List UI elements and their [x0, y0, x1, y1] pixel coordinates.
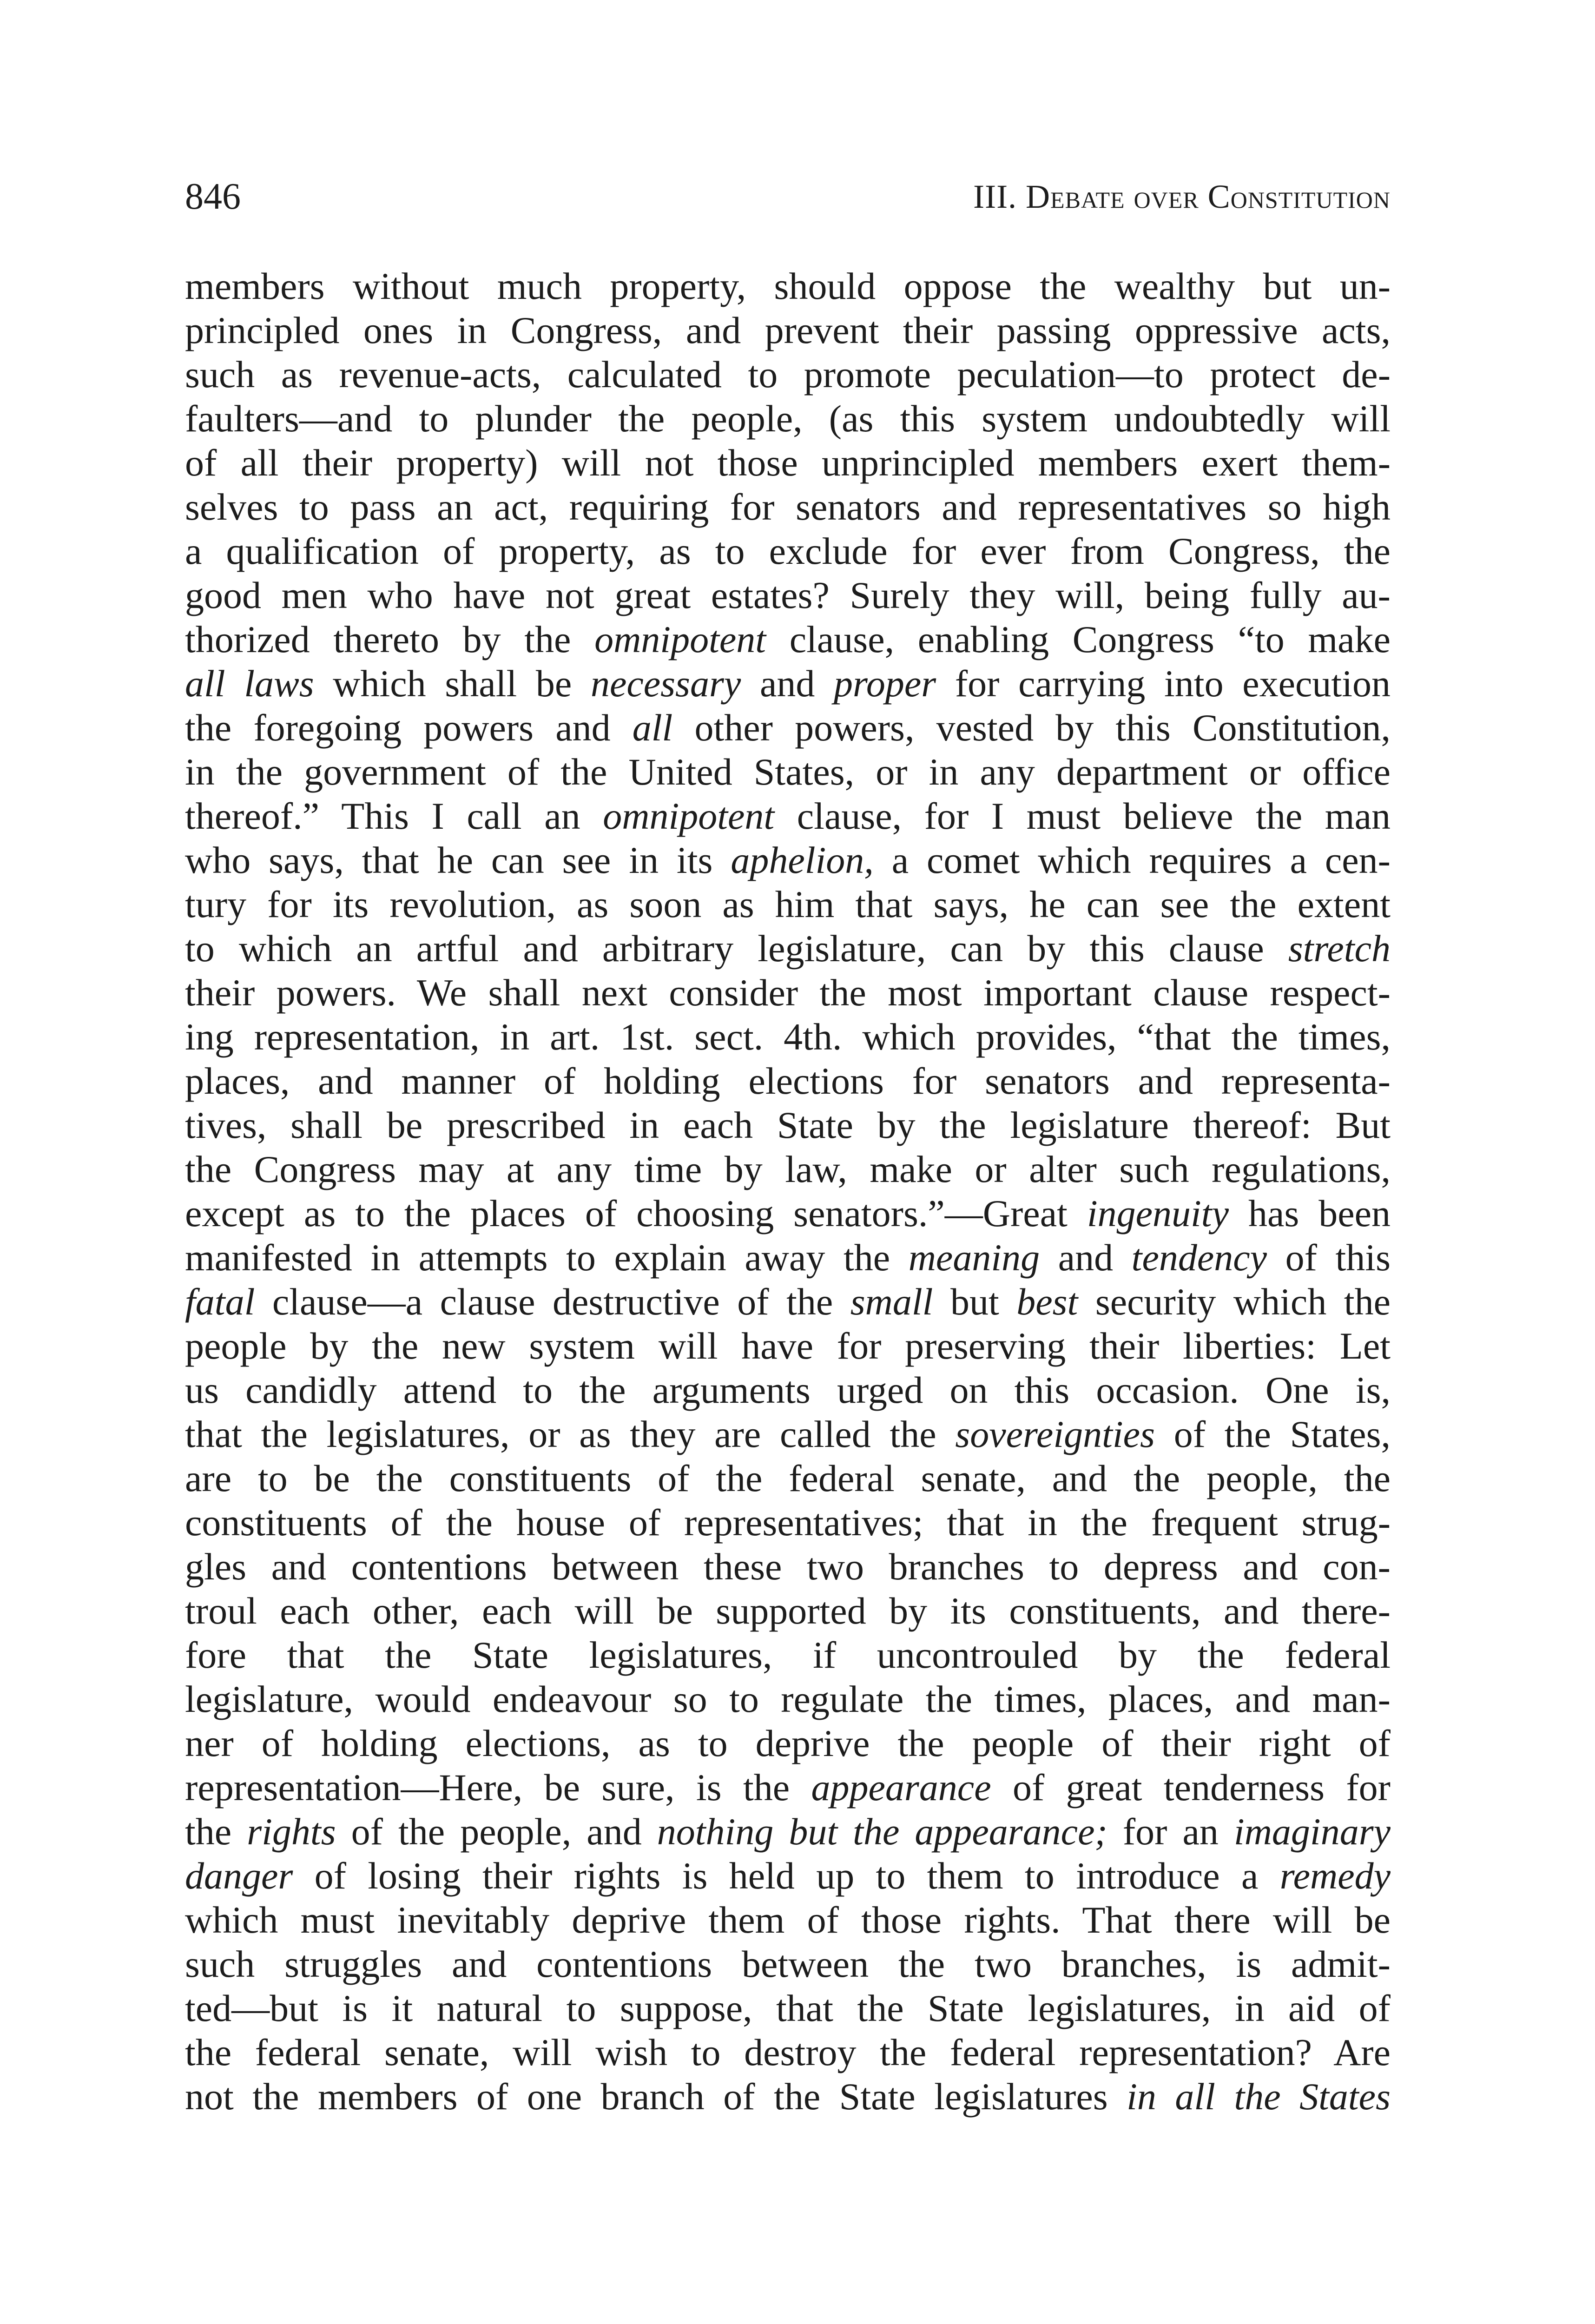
- text-segment: of great tenderness for: [991, 1766, 1391, 1809]
- text-segment: of losing their rights is held up to them to introduce a: [293, 1855, 1280, 1897]
- text-line: [185, 308, 1391, 352]
- text-segment: which shall be: [314, 662, 591, 705]
- text-line: [185, 352, 1391, 396]
- text-line: [185, 1103, 1391, 1147]
- text-line: [185, 1854, 1391, 1898]
- italic-text: tendency: [1131, 1236, 1267, 1279]
- text-segment: security which the: [1078, 1281, 1391, 1323]
- italic-text: nothing but the appearance;: [657, 1810, 1107, 1853]
- italic-text: small: [850, 1281, 933, 1323]
- text-line: [185, 1147, 1391, 1191]
- italic-text: proper: [834, 662, 936, 705]
- text-line: [185, 1898, 1391, 1942]
- text-line: [185, 1633, 1391, 1677]
- text-segment: and: [1040, 1236, 1132, 1279]
- text-segment: who says, that he can see in its: [185, 839, 731, 881]
- text-line: [185, 264, 1391, 308]
- text-segment: the federal senate, will wish to destroy the federal representation? Are: [185, 2031, 1391, 2073]
- text-segment: legislature, would endeavour so to regulate the times, places, and man-: [185, 1678, 1391, 1720]
- italic-text: rights: [247, 1810, 336, 1853]
- text-line: [185, 1280, 1391, 1324]
- text-segment: other powers, vested by this Constitution,: [672, 706, 1391, 749]
- text-line: [185, 706, 1391, 750]
- text-line: [185, 441, 1391, 485]
- text-segment: are to be the constituents of the federal senate, and the people, the: [185, 1457, 1391, 1499]
- text-segment: gles and contentions between these two branches to depress and con-: [185, 1545, 1391, 1588]
- text-line: [185, 1721, 1391, 1765]
- text-segment: fore that the State legislatures, if uncontrouled by the federal: [185, 1634, 1391, 1676]
- italic-text: imaginary: [1233, 1810, 1391, 1853]
- text-line: [185, 529, 1391, 573]
- text-line: [185, 1545, 1391, 1589]
- text-line: [185, 838, 1391, 882]
- text-line: [185, 1235, 1391, 1280]
- italic-text: danger: [185, 1855, 293, 1897]
- text-line: [185, 1809, 1391, 1854]
- text-line: [185, 971, 1391, 1015]
- running-head: [185, 171, 1391, 222]
- text-line: [185, 661, 1391, 706]
- text-segment: except as to the places of choosing senators.”—Great: [185, 1192, 1087, 1235]
- text-segment: thereof.” This I call an: [185, 795, 603, 837]
- italic-text: sovereignties: [955, 1413, 1155, 1455]
- text-segment: the Congress may at any time by law, make or alter such regulations,: [185, 1148, 1391, 1190]
- text-segment: a comet which requires a cen-: [873, 839, 1391, 881]
- text-segment: principled ones in Congress, and prevent their passing oppressive acts,: [185, 309, 1391, 351]
- text-segment: tives, shall be prescribed in each State by the legislature thereof: But: [185, 1104, 1391, 1146]
- italic-text: ingenuity: [1087, 1192, 1229, 1235]
- text-line: [185, 1059, 1391, 1103]
- text-segment: ing representation, in art. 1st. sect. 4th. which provides, “that the times,: [185, 1016, 1391, 1058]
- text-segment: manifested in attempts to explain away the: [185, 1236, 909, 1279]
- text-segment: places, and manner of holding elections for senators and representa-: [185, 1060, 1391, 1102]
- text-segment: but: [933, 1281, 1017, 1323]
- italic-text: remedy: [1279, 1855, 1391, 1897]
- text-line: [185, 1456, 1391, 1500]
- text-segment: clause, enabling Congress “to make: [766, 618, 1391, 660]
- text-segment: constituents of the house of representatives; that in the frequent strug-: [185, 1501, 1391, 1544]
- text-line: [185, 926, 1391, 971]
- text-line: [185, 2030, 1391, 2074]
- text-segment: troul each other, each will be supported by its constituents, and there-: [185, 1590, 1391, 1632]
- text-segment: of all their property) will not those unprincipled members exert them-: [185, 442, 1391, 484]
- page-number: 846: [185, 176, 241, 217]
- italic-text: all laws: [185, 662, 314, 705]
- text-segment: which must inevitably deprive them of those rights. That there will be: [185, 1899, 1391, 1941]
- text-segment: that the legislatures, or as they are called the: [185, 1413, 956, 1455]
- italic-text: fatal: [185, 1281, 255, 1323]
- italic-text: meaning: [908, 1236, 1040, 1279]
- body-text: [185, 264, 1391, 2119]
- text-line: [185, 1412, 1391, 1456]
- text-line: [185, 794, 1391, 838]
- text-segment: the: [185, 1810, 247, 1853]
- text-segment: such struggles and contentions between the two branches, is admit-: [185, 1943, 1391, 1985]
- text-segment: their powers. We shall next consider the most important clause respect-: [185, 971, 1391, 1014]
- text-segment: of this: [1267, 1236, 1391, 1279]
- text-line: [185, 750, 1391, 794]
- italic-text: all: [632, 706, 673, 749]
- text-segment: us candidly attend to the arguments urged on this occasion. One is,: [185, 1369, 1391, 1411]
- text-segment: clause—a clause destructive of the: [255, 1281, 850, 1323]
- text-line: [185, 573, 1391, 617]
- text-line: [185, 1191, 1391, 1235]
- italic-text: in all the States: [1127, 2075, 1391, 2118]
- text-line: [185, 1765, 1391, 1809]
- text-line: [185, 396, 1391, 441]
- text-line: [185, 1368, 1391, 1412]
- italic-text: appearance: [811, 1766, 991, 1809]
- text-segment: has been: [1228, 1192, 1391, 1235]
- text-segment: tury for its revolution, as soon as him that says, he can see the extent: [185, 883, 1391, 925]
- text-segment: faulters—and to plunder the people, (as this system undoubtedly will: [185, 397, 1391, 440]
- text-segment: not the members of one branch of the State legislatures: [185, 2075, 1127, 2118]
- text-line: [185, 485, 1391, 529]
- italic-text: aphelion,: [731, 839, 874, 881]
- text-segment: people by the new system will have for preserving their liberties: Let: [185, 1325, 1391, 1367]
- text-segment: and: [741, 662, 834, 705]
- italic-text: stretch: [1288, 927, 1391, 970]
- text-segment: such as revenue-acts, calculated to promote peculation—to protect de-: [185, 353, 1391, 396]
- text-segment: for carrying into execution: [936, 662, 1391, 705]
- text-line: [185, 1942, 1391, 1986]
- text-line: [185, 1500, 1391, 1545]
- text-line: [185, 1324, 1391, 1368]
- text-line: [185, 1986, 1391, 2030]
- text-segment: good men who have not great estates? Surely they will, being fully au-: [185, 574, 1391, 616]
- text-segment: the foregoing powers and: [185, 706, 633, 749]
- italic-text: omnipotent: [603, 795, 775, 837]
- text-segment: to which an artful and arbitrary legislature, can by this clause: [185, 927, 1288, 970]
- text-segment: representation—Here, be sure, is the: [185, 1766, 811, 1809]
- section-title: III. Debate over Constitution: [973, 178, 1391, 215]
- text-segment: of the people, and: [336, 1810, 657, 1853]
- text-line: [185, 1015, 1391, 1059]
- text-line: [185, 617, 1391, 661]
- text-line: [185, 882, 1391, 926]
- italic-text: necessary: [590, 662, 741, 705]
- text-segment: in the government of the United States, or in any department or office: [185, 751, 1391, 793]
- text-line: [185, 1589, 1391, 1633]
- text-segment: thorized thereto by the: [185, 618, 595, 660]
- italic-text: best: [1016, 1281, 1078, 1323]
- text-segment: a qualification of property, as to exclude for ever from Congress, the: [185, 530, 1391, 572]
- text-segment: ted—but is it natural to suppose, that the State legislatures, in aid of: [185, 1987, 1391, 2029]
- text-segment: for an: [1107, 1810, 1234, 1853]
- text-segment: clause, for I must believe the man: [774, 795, 1391, 837]
- text-segment: of the States,: [1154, 1413, 1391, 1455]
- text-segment: members without much property, should oppose the wealthy but un-: [185, 265, 1391, 307]
- text-segment: ner of holding elections, as to deprive the people of their right of: [185, 1722, 1391, 1764]
- text-line: [185, 1677, 1391, 1721]
- text-segment: selves to pass an act, requiring for senators and representatives so high: [185, 486, 1391, 528]
- text-line: [185, 2074, 1391, 2119]
- italic-text: omnipotent: [594, 618, 766, 660]
